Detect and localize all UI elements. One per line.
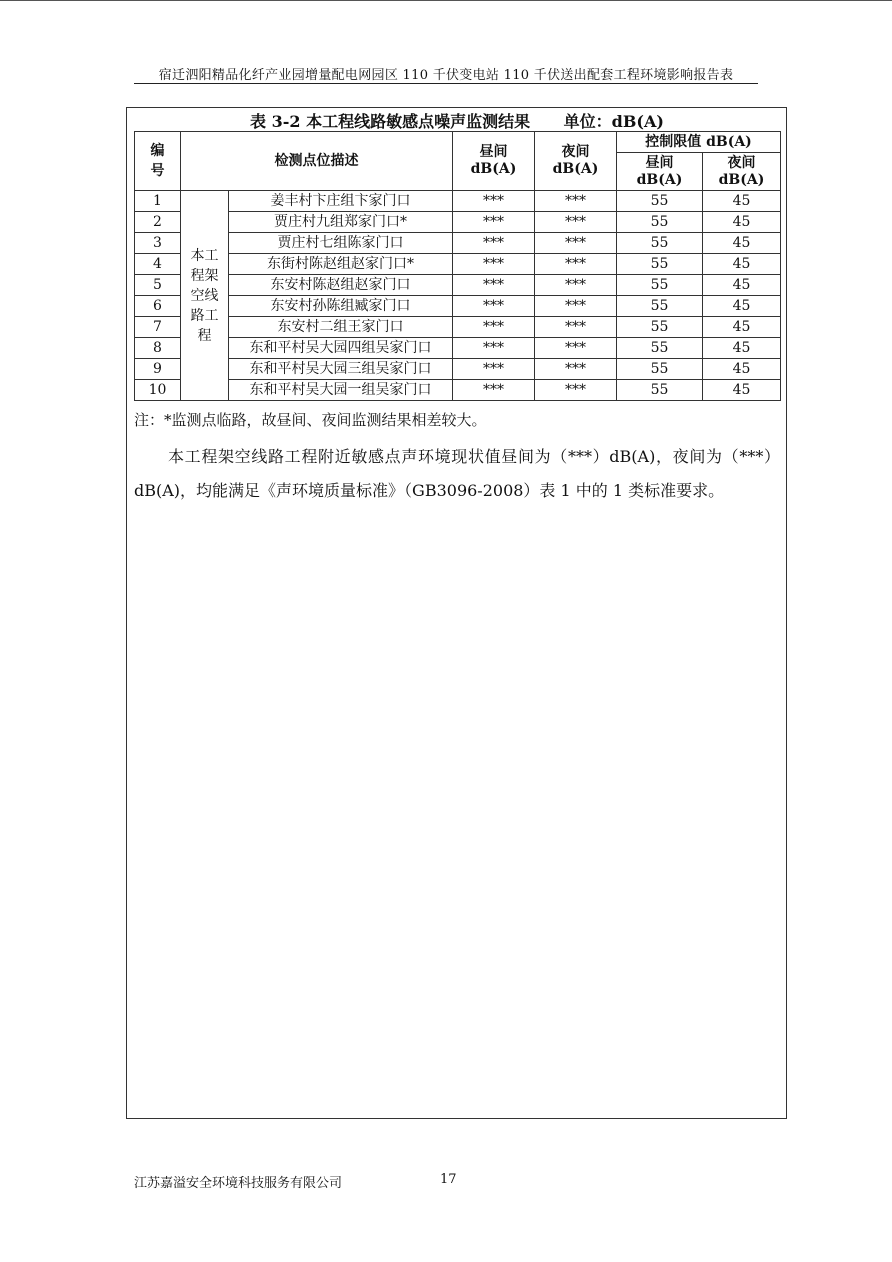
table-title: 表 3-2 本工程线路敏感点噪声监测结果 [250, 112, 531, 131]
row-limit-night: 45 [703, 212, 781, 233]
row-night: *** [535, 275, 617, 296]
table-row [135, 359, 781, 380]
row-night: *** [535, 338, 617, 359]
table-unit: 单位：dB(A) [563, 112, 664, 131]
row-night: *** [535, 296, 617, 317]
row-limit-day: 55 [617, 338, 703, 359]
row-night: *** [535, 317, 617, 338]
row-limit-night: 45 [703, 359, 781, 380]
row-location: 贾庄村九组郑家门口* [229, 212, 453, 233]
header-limit-night-label: 夜间 [727, 154, 756, 171]
header-divider [134, 83, 758, 84]
page-number: 17 [440, 1172, 457, 1187]
page-header-title: 宿迁泗阳精品化纤产业园增量配电网园区 110 千伏变电站 110 千伏送出配套工程环境影响报告表 [158, 68, 734, 83]
row-limit-day: 55 [617, 359, 703, 380]
row-location: 东安村陈赵组赵家门口 [229, 275, 453, 296]
row-day: *** [453, 359, 535, 380]
row-no: 9 [135, 359, 181, 380]
table-row [135, 233, 781, 254]
row-limit-day: 55 [617, 275, 703, 296]
row-no: 4 [135, 254, 181, 275]
row-location: 东和平村吴大园四组吴家门口 [229, 338, 453, 359]
header-no-label: 编号 [150, 143, 165, 179]
row-limit-night: 45 [703, 338, 781, 359]
row-location: 贾庄村七组陈家门口 [229, 233, 453, 254]
row-location: 东和平村吴大园三组吴家门口 [229, 359, 453, 380]
header-limit-night-unit: dB(A) [718, 171, 765, 188]
header-day-label: 昼间 [479, 144, 508, 160]
row-night: *** [535, 212, 617, 233]
row-night: *** [535, 380, 617, 401]
header-limit-night [703, 153, 781, 191]
row-limit-day: 55 [617, 233, 703, 254]
row-day: *** [453, 338, 535, 359]
row-location: 姜丰村卞庄组卞家门口 [229, 191, 453, 212]
row-no: 8 [135, 338, 181, 359]
table-row [135, 254, 781, 275]
group-label-cell [181, 191, 229, 401]
group-label-line: 程 [197, 327, 212, 344]
group-label-line: 程架 [190, 267, 219, 284]
table-row [135, 296, 781, 317]
header-day-unit: dB(A) [470, 161, 517, 177]
table-row [135, 338, 781, 359]
row-limit-night: 45 [703, 233, 781, 254]
row-night: *** [535, 233, 617, 254]
row-night: *** [535, 359, 617, 380]
row-day: *** [453, 212, 535, 233]
row-day: *** [453, 296, 535, 317]
row-night: *** [535, 254, 617, 275]
footer-company: 江苏嘉溢安全环境科技服务有限公司 [134, 1176, 343, 1191]
header-night [535, 132, 617, 191]
header-description: 检测点位描述 [181, 132, 453, 191]
row-limit-day: 55 [617, 254, 703, 275]
row-day: *** [453, 275, 535, 296]
page-top-border [0, 0, 892, 1]
row-no: 5 [135, 275, 181, 296]
header-limit-day [617, 153, 703, 191]
header-limit-day-label: 昼间 [645, 154, 674, 171]
row-limit-day: 55 [617, 191, 703, 212]
row-limit-day: 55 [617, 317, 703, 338]
header-limit-day-unit: dB(A) [636, 171, 683, 188]
table-row [135, 275, 781, 296]
row-location: 东街村陈赵组赵家门口* [229, 254, 453, 275]
row-limit-day: 55 [617, 296, 703, 317]
row-limit-day: 55 [617, 380, 703, 401]
row-day: *** [453, 191, 535, 212]
row-limit-night: 45 [703, 296, 781, 317]
row-no: 10 [135, 380, 181, 401]
row-day: *** [453, 254, 535, 275]
row-limit-night: 45 [703, 191, 781, 212]
row-no: 6 [135, 296, 181, 317]
table-caption [134, 109, 780, 132]
row-no: 3 [135, 233, 181, 254]
row-no: 2 [135, 212, 181, 233]
group-label-line: 路工 [190, 307, 219, 324]
row-limit-night: 45 [703, 380, 781, 401]
row-limit-night: 45 [703, 275, 781, 296]
group-label-line: 空线 [190, 287, 219, 304]
table-note: 注：*监测点临路，故昼间、夜间监测结果相差较大。 [134, 411, 487, 429]
row-day: *** [453, 233, 535, 254]
row-limit-night: 45 [703, 254, 781, 275]
row-day: *** [453, 317, 535, 338]
noise-monitoring-table [134, 131, 781, 401]
table-row [135, 212, 781, 233]
row-no: 1 [135, 191, 181, 212]
header-night-label: 夜间 [561, 144, 590, 160]
table-row [135, 380, 781, 401]
row-location: 东安村二组王家门口 [229, 317, 453, 338]
table-row [135, 317, 781, 338]
row-limit-night: 45 [703, 317, 781, 338]
row-day: *** [453, 380, 535, 401]
body-paragraph: 本工程架空线路工程附近敏感点声环境现状值昼间为（***）dB(A)，夜间为（***）dB(A)，均能满足《声环境质量标准》（GB3096-2008）表 1 中的 1 类标准要求。 [134, 447, 780, 500]
group-label-line: 本工 [190, 247, 219, 264]
row-location: 东安村孙陈组臧家门口 [229, 296, 453, 317]
row-limit-day: 55 [617, 212, 703, 233]
header-no [135, 132, 181, 191]
header-day [453, 132, 535, 191]
header-night-unit: dB(A) [552, 161, 599, 177]
header-limit: 控制限值 dB(A) [617, 132, 781, 153]
row-no: 7 [135, 317, 181, 338]
row-location: 东和平村吴大园一组吴家门口 [229, 380, 453, 401]
row-night: *** [535, 191, 617, 212]
table-row [135, 191, 781, 212]
